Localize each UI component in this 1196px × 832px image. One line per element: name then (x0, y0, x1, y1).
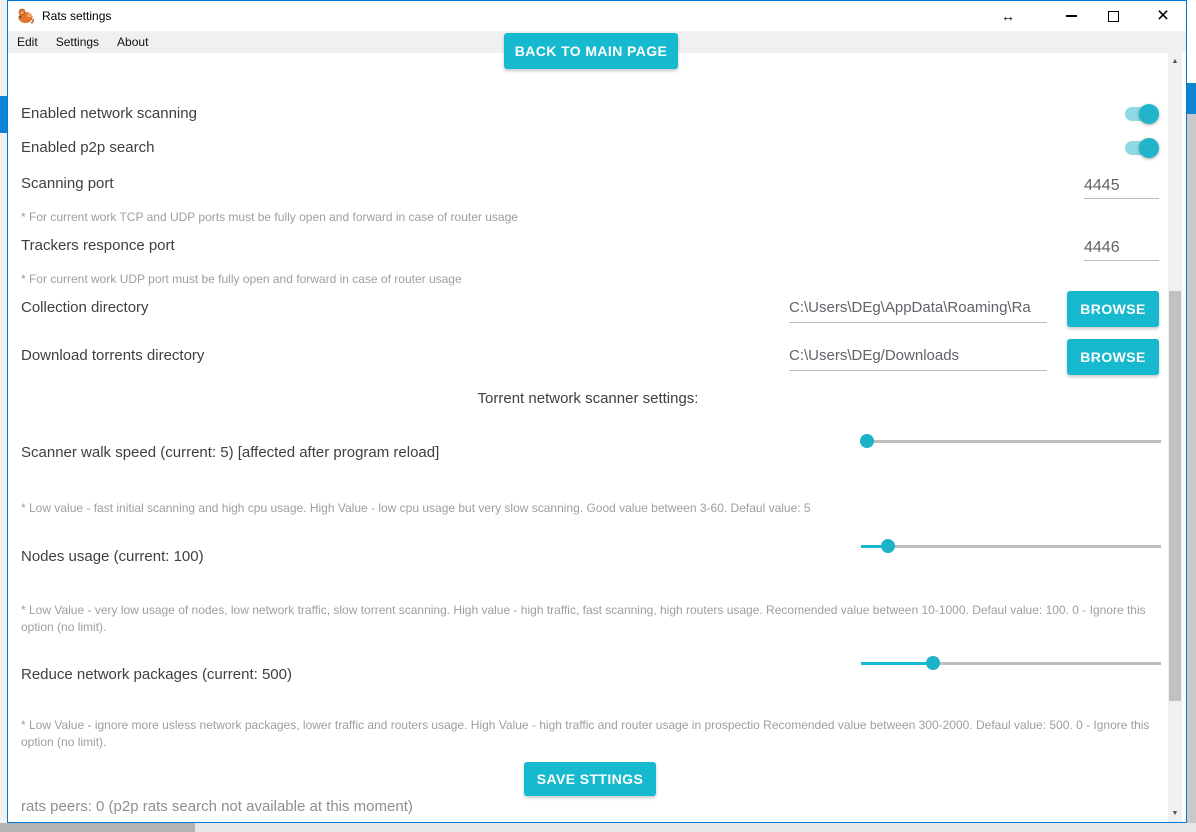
scanner-walk-speed-label: Scanner walk speed (current: 5) [affected after program reload] (21, 444, 440, 461)
maximize-icon (1108, 11, 1119, 22)
scanning-port-note: * For current work TCP and UDP ports must be fully open and forward in case of router usage (21, 210, 518, 224)
slider-fill (861, 662, 933, 665)
app-window (7, 0, 1187, 823)
toggle-knob (1139, 138, 1159, 158)
background-window-left-accent (0, 96, 7, 133)
nodes-usage-label: Nodes usage (current: 100) (21, 548, 204, 565)
slider-track (861, 545, 1161, 548)
network-scanning-label: Enabled network scanning (21, 105, 197, 122)
rats-peers-status: rats peers: 0 (p2p rats search not available at this moment) (21, 798, 413, 815)
menu-item-settings[interactable]: Settings (55, 35, 100, 49)
rat-app-icon (17, 7, 35, 25)
scanner-walk-speed-note: * Low value - fast initial scanning and high cpu usage. High Value - low cpu usage but very slow scanning. Good value between 3-60. Defaul value: 5 (21, 501, 811, 515)
resize-icon[interactable]: ↔ (1001, 8, 1015, 24)
download-directory-input[interactable] (789, 341, 1047, 371)
menu-item-edit[interactable]: Edit (17, 35, 38, 49)
collection-browse-button[interactable]: BROWSE (1067, 291, 1159, 327)
trackers-port-note: * For current work UDP port must be fully open and forward in case of router usage (21, 272, 462, 286)
close-button[interactable]: × (1156, 4, 1170, 27)
download-browse-button[interactable]: BROWSE (1067, 339, 1159, 375)
slider-thumb[interactable] (860, 434, 874, 448)
scanning-port-label: Scanning port (21, 175, 114, 192)
scroll-up-button[interactable]: ▲ (1171, 58, 1179, 65)
download-directory-label: Download torrents directory (21, 347, 205, 364)
background-window-right-top (1187, 0, 1196, 83)
back-to-main-page-button[interactable]: BACK TO MAIN PAGE (504, 33, 678, 69)
collection-directory-input[interactable] (789, 293, 1047, 323)
scanner-walk-speed-slider[interactable] (861, 434, 1161, 448)
title-bar (8, 1, 1186, 31)
network-scanning-toggle[interactable] (1123, 104, 1161, 124)
p2p-search-label: Enabled p2p search (21, 139, 155, 156)
vertical-scrollbar[interactable] (1168, 53, 1182, 822)
reduce-packages-note: * Low Value - ignore more usless network packages, lower traffic and routers usage. High Value - high traffic and router usage in prospectio Recomended value between 300-2000. Defaul value: 500. 0 - Ignore this option (no limit). (21, 718, 1150, 749)
settings-content (8, 43, 1186, 822)
background-window-right-accent (1187, 83, 1196, 114)
menu-item-about[interactable]: About (117, 35, 149, 49)
background-taskbar-left (0, 823, 195, 832)
p2p-search-toggle[interactable] (1123, 138, 1161, 158)
slider-track (861, 440, 1161, 443)
minimize-icon (1066, 15, 1077, 17)
nodes-usage-note: * Low Value - very low usage of nodes, low network traffic, slow torrent scanning. High value - high traffic, fast scanning, high routers usage. Recomended value between 10-1000. Defaul value: 100. 0 - Ignore this option (no limit). (21, 603, 1146, 634)
reduce-packages-label: Reduce network packages (current: 500) (21, 666, 292, 683)
save-settings-button[interactable]: SAVE STTINGS (524, 762, 656, 796)
scanning-port-input[interactable] (1084, 173, 1159, 199)
reduce-packages-slider[interactable] (861, 656, 1161, 670)
toggle-knob (1139, 104, 1159, 124)
collection-directory-label: Collection directory (21, 299, 149, 316)
slider-thumb[interactable] (881, 539, 895, 553)
minimize-button[interactable] (1056, 1, 1086, 31)
scrollbar-thumb[interactable] (1169, 291, 1181, 701)
scroll-down-button[interactable]: ▼ (1171, 810, 1179, 817)
maximize-button[interactable] (1098, 1, 1128, 31)
trackers-port-label: Trackers responce port (21, 237, 175, 254)
nodes-usage-slider[interactable] (861, 539, 1161, 553)
background-taskbar-right (195, 823, 1196, 832)
trackers-port-input[interactable] (1084, 235, 1159, 261)
scanner-settings-heading: Torrent network scanner settings: (477, 390, 699, 407)
window-title: Rats settings (42, 9, 112, 23)
background-window-edge-right (1187, 0, 1196, 823)
slider-thumb[interactable] (926, 656, 940, 670)
